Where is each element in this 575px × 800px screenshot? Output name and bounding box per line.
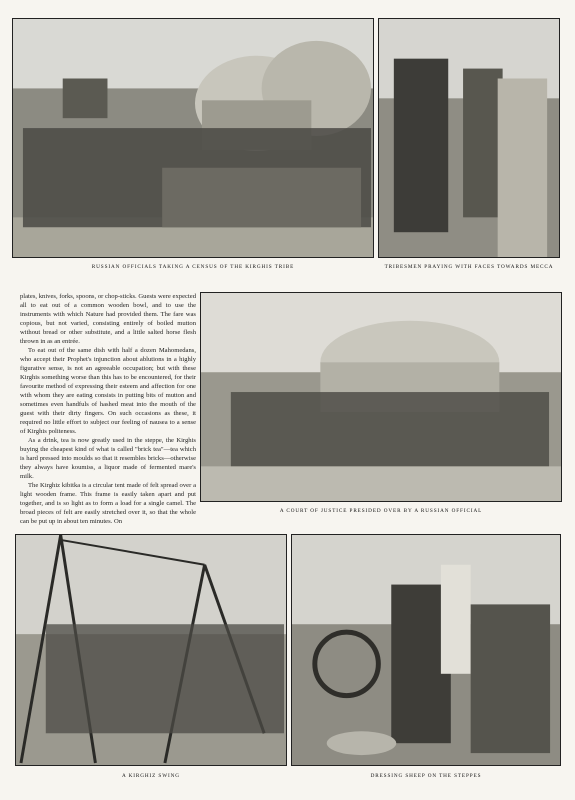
photo-praying: [378, 18, 560, 258]
article-paragraph: To eat out of the same dish with half a dozen Mahomedans, who accept their Prophet's injunction about ablutions in a highly figurative sense, is not an agreeable occupation; but with these Kirghis something worse than this has to be encountered, for their favourite method of expressing their esteem and affection for one with whom they are eating consists in putting bits of mutton and sometimes even handfuls of hashed meat into the mouth of the guest with their dirty fingers. On such occasions as these, it required no little effort to subject our feeling of nausea to a sense of Kirghis politeness.: [20, 347, 196, 435]
photo-court: [200, 292, 562, 502]
caption-swing: A KIRGHIZ SWING: [122, 773, 180, 779]
caption-census: RUSSIAN OFFICIALS TAKING A CENSUS OF THE KIRGHIS TRIBE: [91, 264, 295, 270]
article-paragraph: The Kirghiz kibitka is a circular tent made of felt spread over a light wooden frame. This frame is easily taken apart and put together, and is so light as to form a load for a single camel. The broad pieces of felt are easily stretched over it, so that the whole can be put up in about ten minutes. On: [20, 482, 196, 525]
article-body: [20, 292, 196, 526]
photo-swing: [15, 534, 287, 766]
photo-sheep: [291, 534, 561, 766]
caption-sheep: DRESSING SHEEP ON THE STEPPES: [370, 773, 482, 779]
caption-praying: TRIBESMEN PRAYING WITH FACES TOWARDS MECCA: [384, 264, 554, 270]
caption-court: A COURT OF JUSTICE PRESIDED OVER BY A RUSSIAN OFFICIAL: [279, 508, 483, 514]
article-paragraph: plates, knives, forks, spoons, or chop-sticks. Guests were expected all to eat out of a common wooden bowl, and to use the instruments with which Nature had provided them. The fare was copious, but not varied, consisting entirely of boiled mutton without bread or other substitute, and a little salted horse flesh thrown in as an entrée.: [20, 293, 196, 345]
article-paragraph: As a drink, tea is now greatly used in the steppe, the Kirghis buying the cheapest kind of what is called "brick tea"—tea which is hard pressed into moulds so that it resembles bricks—otherwise they always have koumiss, a liquor made of fermented mare's milk.: [20, 437, 196, 480]
photo-census: [12, 18, 374, 258]
